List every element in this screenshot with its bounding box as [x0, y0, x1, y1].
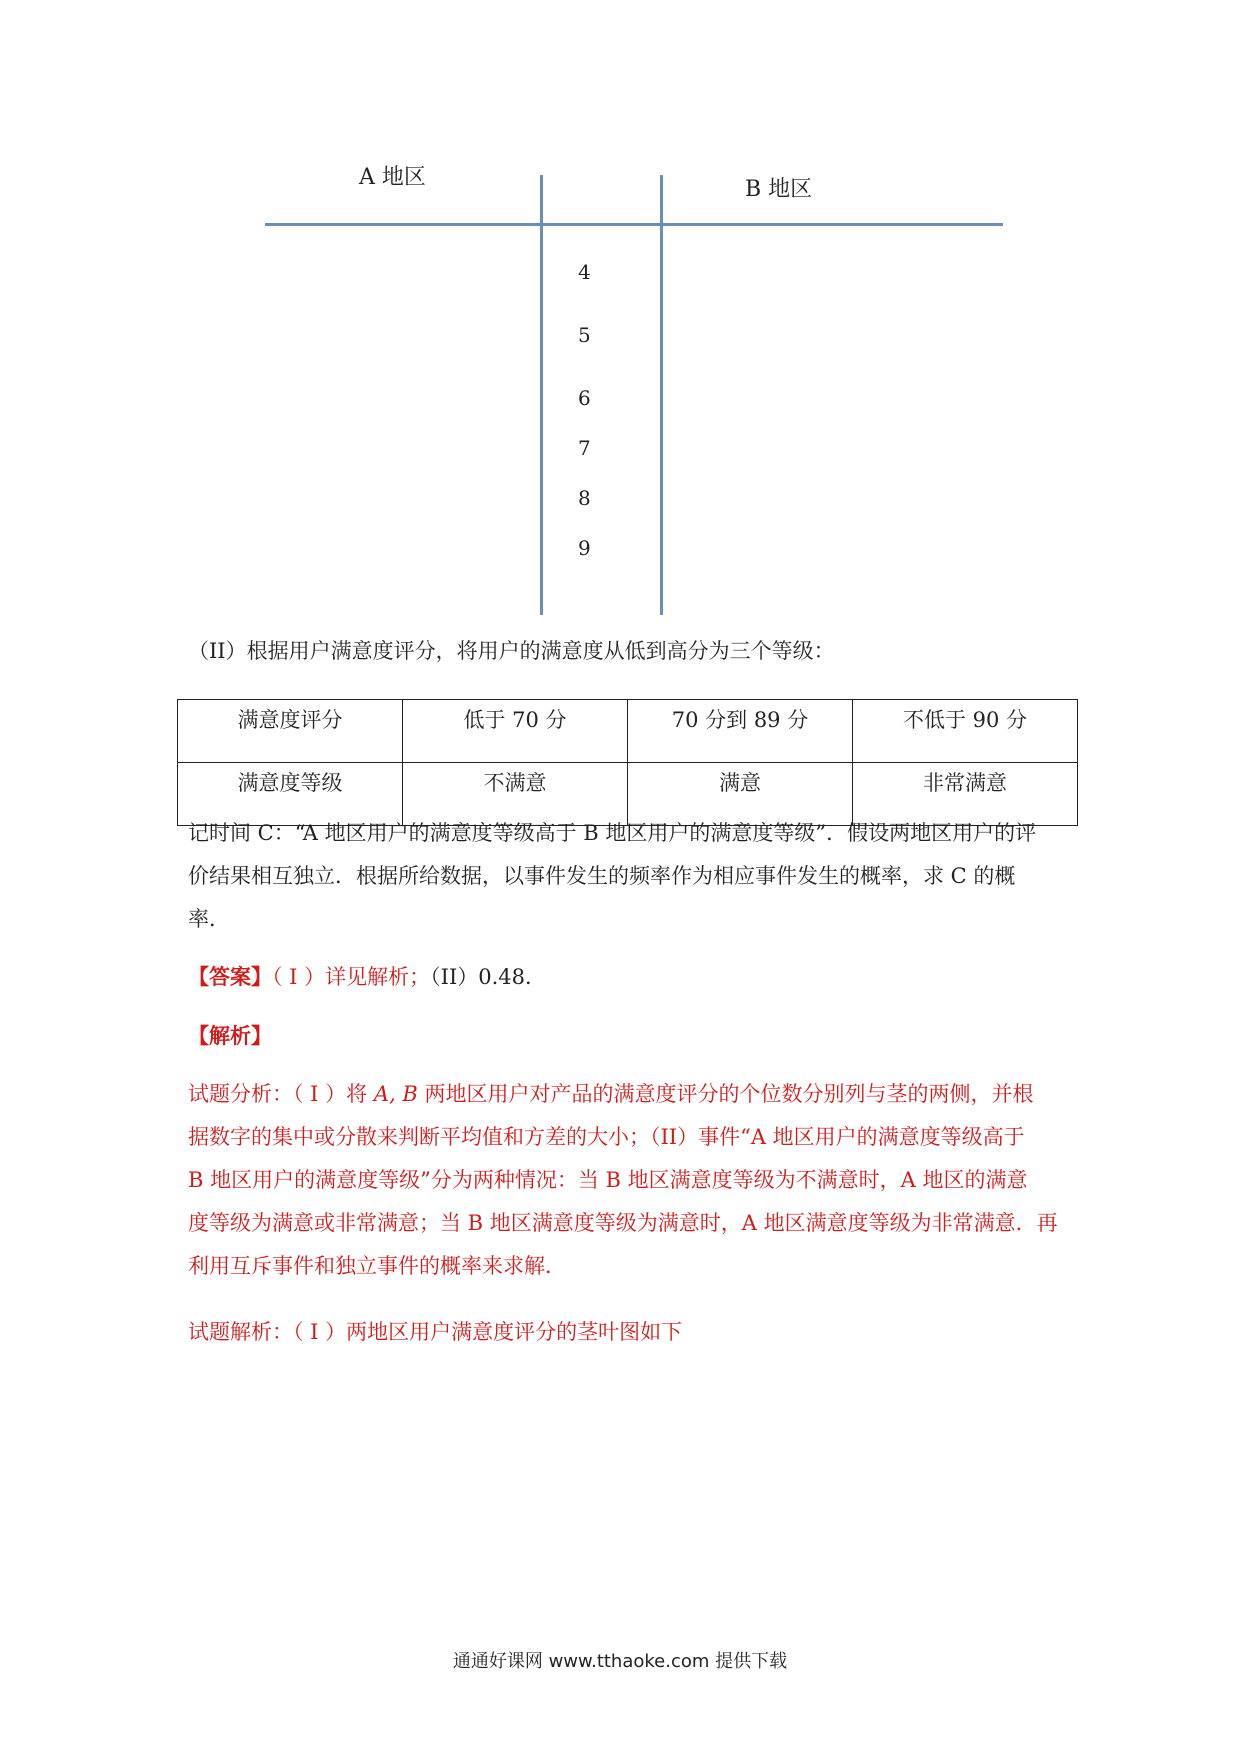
question-line: 记时间 C：“A 地区用户的满意度等级高于 B 地区用户的满意度等级”．假设两地区用户的评: [188, 821, 1037, 845]
left-stem-line: [540, 175, 543, 615]
variable-ab: A, B: [373, 1082, 418, 1106]
table-cell: 满意度等级: [178, 763, 403, 826]
stem-value: 7: [578, 436, 591, 460]
page-footer: 通通好课网 www.tthaoke.com 提供下载: [452, 1651, 788, 1672]
analysis-body: [188, 1073, 1058, 1288]
analysis-prefix: 试题分析：（ I ）将: [188, 1082, 374, 1106]
analysis-tag: 【解析】: [188, 1023, 272, 1048]
answer-tag: 【答案】: [188, 964, 272, 989]
table-cell: 不低于 90 分: [853, 700, 1078, 763]
satisfaction-table: [177, 699, 1078, 826]
analysis-line: [188, 1073, 1058, 1116]
part2-intro: （II）根据用户满意度评分，将用户的满意度从低到高分为三个等级：: [188, 639, 835, 663]
analysis-suffix: 两地区用户对产品的满意度评分的个位数分别列与茎的两侧，并根: [417, 1082, 1034, 1106]
table-cell: 不满意: [403, 763, 628, 826]
question-text: [188, 812, 1036, 941]
table-cell: 70 分到 89 分: [628, 700, 853, 763]
stem-value: 5: [578, 323, 591, 347]
question-line: 价结果相互独立．根据所给数据，以事件发生的频率作为相应事件发生的概率，求 C 的概: [188, 864, 1016, 888]
region-a-label: A 地区: [359, 165, 426, 190]
table-row: [178, 700, 1078, 763]
answer-text-part1: （ I ）详见解析；: [272, 965, 431, 989]
right-stem-line: [660, 175, 663, 615]
stem-value: 8: [578, 486, 591, 510]
analysis-line: B 地区用户的满意度等级”分为两种情况：当 B 地区满意度等级为不满意时，A 地区的满意: [188, 1168, 1028, 1192]
analysis-line: 据数字的集中或分散来判断平均值和方差的大小；（II）事件“A 地区用户的满意度等级高于: [188, 1125, 1025, 1149]
table-cell: 满意度评分: [178, 700, 403, 763]
answer-text: （II）0.48．: [430, 965, 547, 989]
table-cell: 非常满意: [853, 763, 1078, 826]
analysis-line: 利用互斥事件和独立事件的概率来求解．: [188, 1254, 566, 1278]
region-b-label: B 地区: [745, 177, 813, 202]
analysis-line: 度等级为满意或非常满意；当 B 地区满意度等级为满意时，A 地区满意度等级为非常满意．再: [188, 1211, 1058, 1235]
stem-value: 9: [578, 536, 591, 560]
horizontal-axis-line: [265, 223, 1003, 226]
table-cell: 满意: [628, 763, 853, 826]
question-line: 率．: [188, 907, 230, 931]
stem-value: 6: [578, 386, 591, 410]
answer-line: [188, 955, 546, 999]
stem-value: 4: [578, 260, 591, 284]
solution-intro: 试题解析：（ I ）两地区用户满意度评分的茎叶图如下: [188, 1320, 683, 1344]
table-cell: 低于 70 分: [403, 700, 628, 763]
